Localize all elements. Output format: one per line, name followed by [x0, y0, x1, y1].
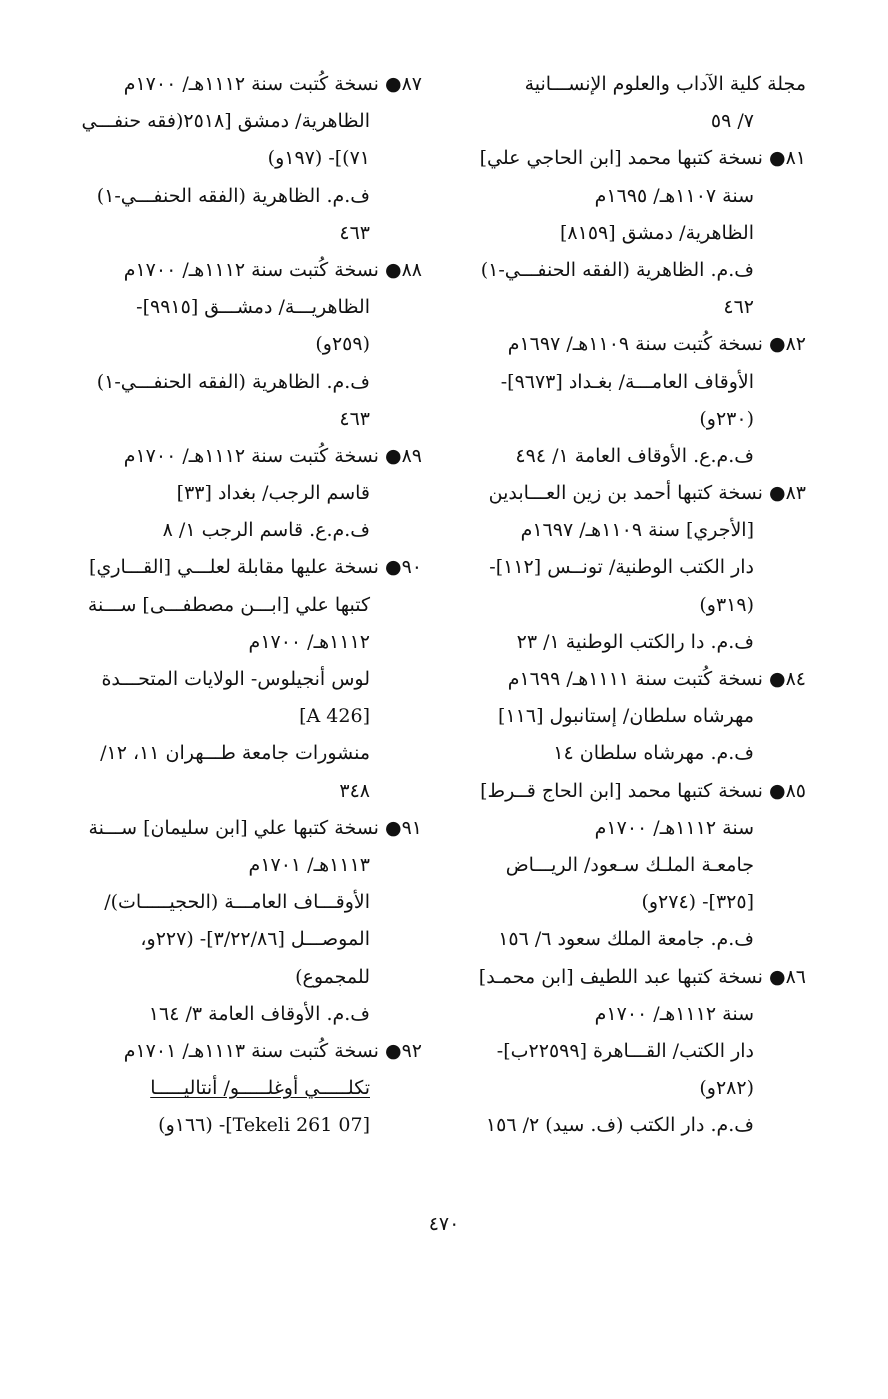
text-line: [A 426]: [299, 705, 370, 728]
text-line: (٢٨٢و): [699, 1077, 754, 1100]
text-line: ٨٨● نسخة كُتبت سنة ١١١٢هـ/ ١٧٠٠م: [123, 258, 422, 281]
page-number: ٤٧٠: [428, 1213, 460, 1235]
text-line: تكلـــــي أوغلـــــو/ أنتاليـــــا: [150, 1077, 370, 1100]
text-line: جامعـة الملـك سـعود/ الريـــاض: [505, 853, 754, 876]
text-line: سنة ١١٠٧هـ/ ١٦٩٥م: [594, 184, 754, 207]
text-line: ٩١● نسخة كتبها علي [ابن سليمان] ســـنة: [88, 816, 422, 839]
text-line: سنة ١١١٢هـ/ ١٧٠٠م: [594, 1002, 754, 1025]
text-line: مجلة كلية الآداب والعلوم الإنســـانية: [524, 73, 806, 95]
text-line: [07 Tekeli 261]- (١٦٦و): [158, 1114, 370, 1137]
text-line: للمجموع): [295, 965, 370, 988]
text-line: [الأجري] سنة ١١٠٩هـ/ ١٦٩٧م: [520, 519, 754, 542]
text-line: ف.م. دا رالكتب الوطنية ١/ ٢٣: [516, 630, 754, 653]
text-line: ف.م. الظاهرية (الفقه الحنفـــي-١): [96, 370, 370, 393]
text-line: (٣١٩و): [699, 593, 754, 616]
text-line: ٤٦٣: [339, 407, 370, 430]
text-line: ١١١٣هـ/ ١٧٠١م: [248, 853, 370, 876]
text-line: ٩٠● نسخة عليها مقابلة لعلـــي [القـــاري]: [89, 556, 422, 579]
text-line: الأوقـــاف العامـــة (الحجيـــــات)/: [104, 891, 370, 914]
text-line: الموصـــل [٣/٢٢/٨٦]- (٢٢٧و،: [140, 928, 370, 951]
text-line: ف.م. الظاهرية (الفقه الحنفـــي-١): [96, 184, 370, 207]
text-line: ٤٦٢: [723, 296, 754, 319]
text-line: (٢٣٠و): [699, 407, 754, 430]
right-column: [436, 66, 806, 1144]
text-line: ف.م.ع. قاسم الرجب ١/ ٨: [162, 519, 370, 542]
text-line: لوس أنجيلوس- الولايات المتحـــدة: [101, 668, 370, 690]
text-line: ف.م. جامعة الملك سعود ٦/ ١٥٦: [498, 928, 754, 951]
text-line: ٨٦● نسخة كتبها عبد اللطيف [ابن محمـد]: [478, 965, 806, 988]
text-line: دار الكتب/ القـــاهرة [٢٢٥٩٩ب]-: [496, 1039, 754, 1062]
text-line: ف.م. الأوقاف العامة ٣/ ١٦٤: [148, 1002, 370, 1025]
text-line: ٧/ ٥٩: [710, 110, 754, 133]
text-line: كتبها علي [ابـــن مصطفـــى] ســـنة: [87, 593, 370, 616]
text-line: [٣٢٥]- (٢٧٤و): [641, 891, 754, 914]
text-line: ٩٢● نسخة كُتبت سنة ١١١٣هـ/ ١٧٠١م: [123, 1039, 422, 1062]
text-line: ٨٧● نسخة كُتبت سنة ١١١٢هـ/ ١٧٠٠م: [123, 73, 422, 95]
text-line: ٨٥● نسخة كتبها محمد [ابن الحاج قــرط]: [480, 779, 806, 802]
text-line: منشورات جامعة طـــهران ١١، ١٢/: [100, 742, 370, 765]
text-line: ٨٤● نسخة كُتبت سنة ١١١١هـ/ ١٦٩٩م: [507, 668, 806, 690]
text-line: ٧١)]- (١٩٧و): [267, 147, 370, 170]
text-line: دار الكتب الوطنية/ تونــس [١١٢]-: [489, 556, 754, 579]
text-line: ف.م. مهرشاه سلطان ١٤: [553, 742, 754, 765]
text-line: قاسم الرجب/ بغداد [٣٣]: [176, 482, 370, 505]
text-line: ٨٣● نسخة كتبها أحمد بن زين العـــابدين: [488, 482, 806, 505]
text-line: ٤٦٣: [339, 221, 370, 244]
text-line: ٨٩● نسخة كُتبت سنة ١١١٢هـ/ ١٧٠٠م: [123, 444, 422, 467]
text-line: الأوقاف العامـــة/ بغـداد [٩٦٧٣]-: [500, 370, 754, 393]
text-line: ٨١● نسخة كتبها محمد [ابن الحاجي علي]: [479, 147, 806, 170]
text-line: ٨٢● نسخة كُتبت سنة ١١٠٩هـ/ ١٦٩٧م: [507, 333, 806, 356]
text-line: الظاهرية/ دمشق [٢٥١٨(فقه حنفـــي: [81, 110, 370, 133]
text-line: (٢٥٩و): [315, 333, 370, 356]
text-line: ف.م.ع. الأوقاف العامة ١/ ٤٩٤: [515, 444, 754, 467]
text-line: مهرشاه سلطان/ إستانبول [١١٦]: [498, 705, 754, 728]
text-line: ف.م. الظاهرية (الفقه الحنفـــي-١): [480, 258, 754, 281]
text-line: الظاهرية/ دمشق [٨١٥٩]: [560, 221, 754, 244]
left-column: [52, 66, 422, 1144]
text-line: سنة ١١١٢هـ/ ١٧٠٠م: [594, 816, 754, 839]
text-line: ١١١٢هـ/ ١٧٠٠م: [248, 630, 370, 653]
text-line: الظاهريـــة/ دمشـــق [٩٩١٥]-: [136, 296, 370, 319]
text-line: ٣٤٨: [339, 779, 370, 802]
text-line: ف.م. دار الكتب (ف. سيد) ٢/ ١٥٦: [485, 1114, 754, 1137]
